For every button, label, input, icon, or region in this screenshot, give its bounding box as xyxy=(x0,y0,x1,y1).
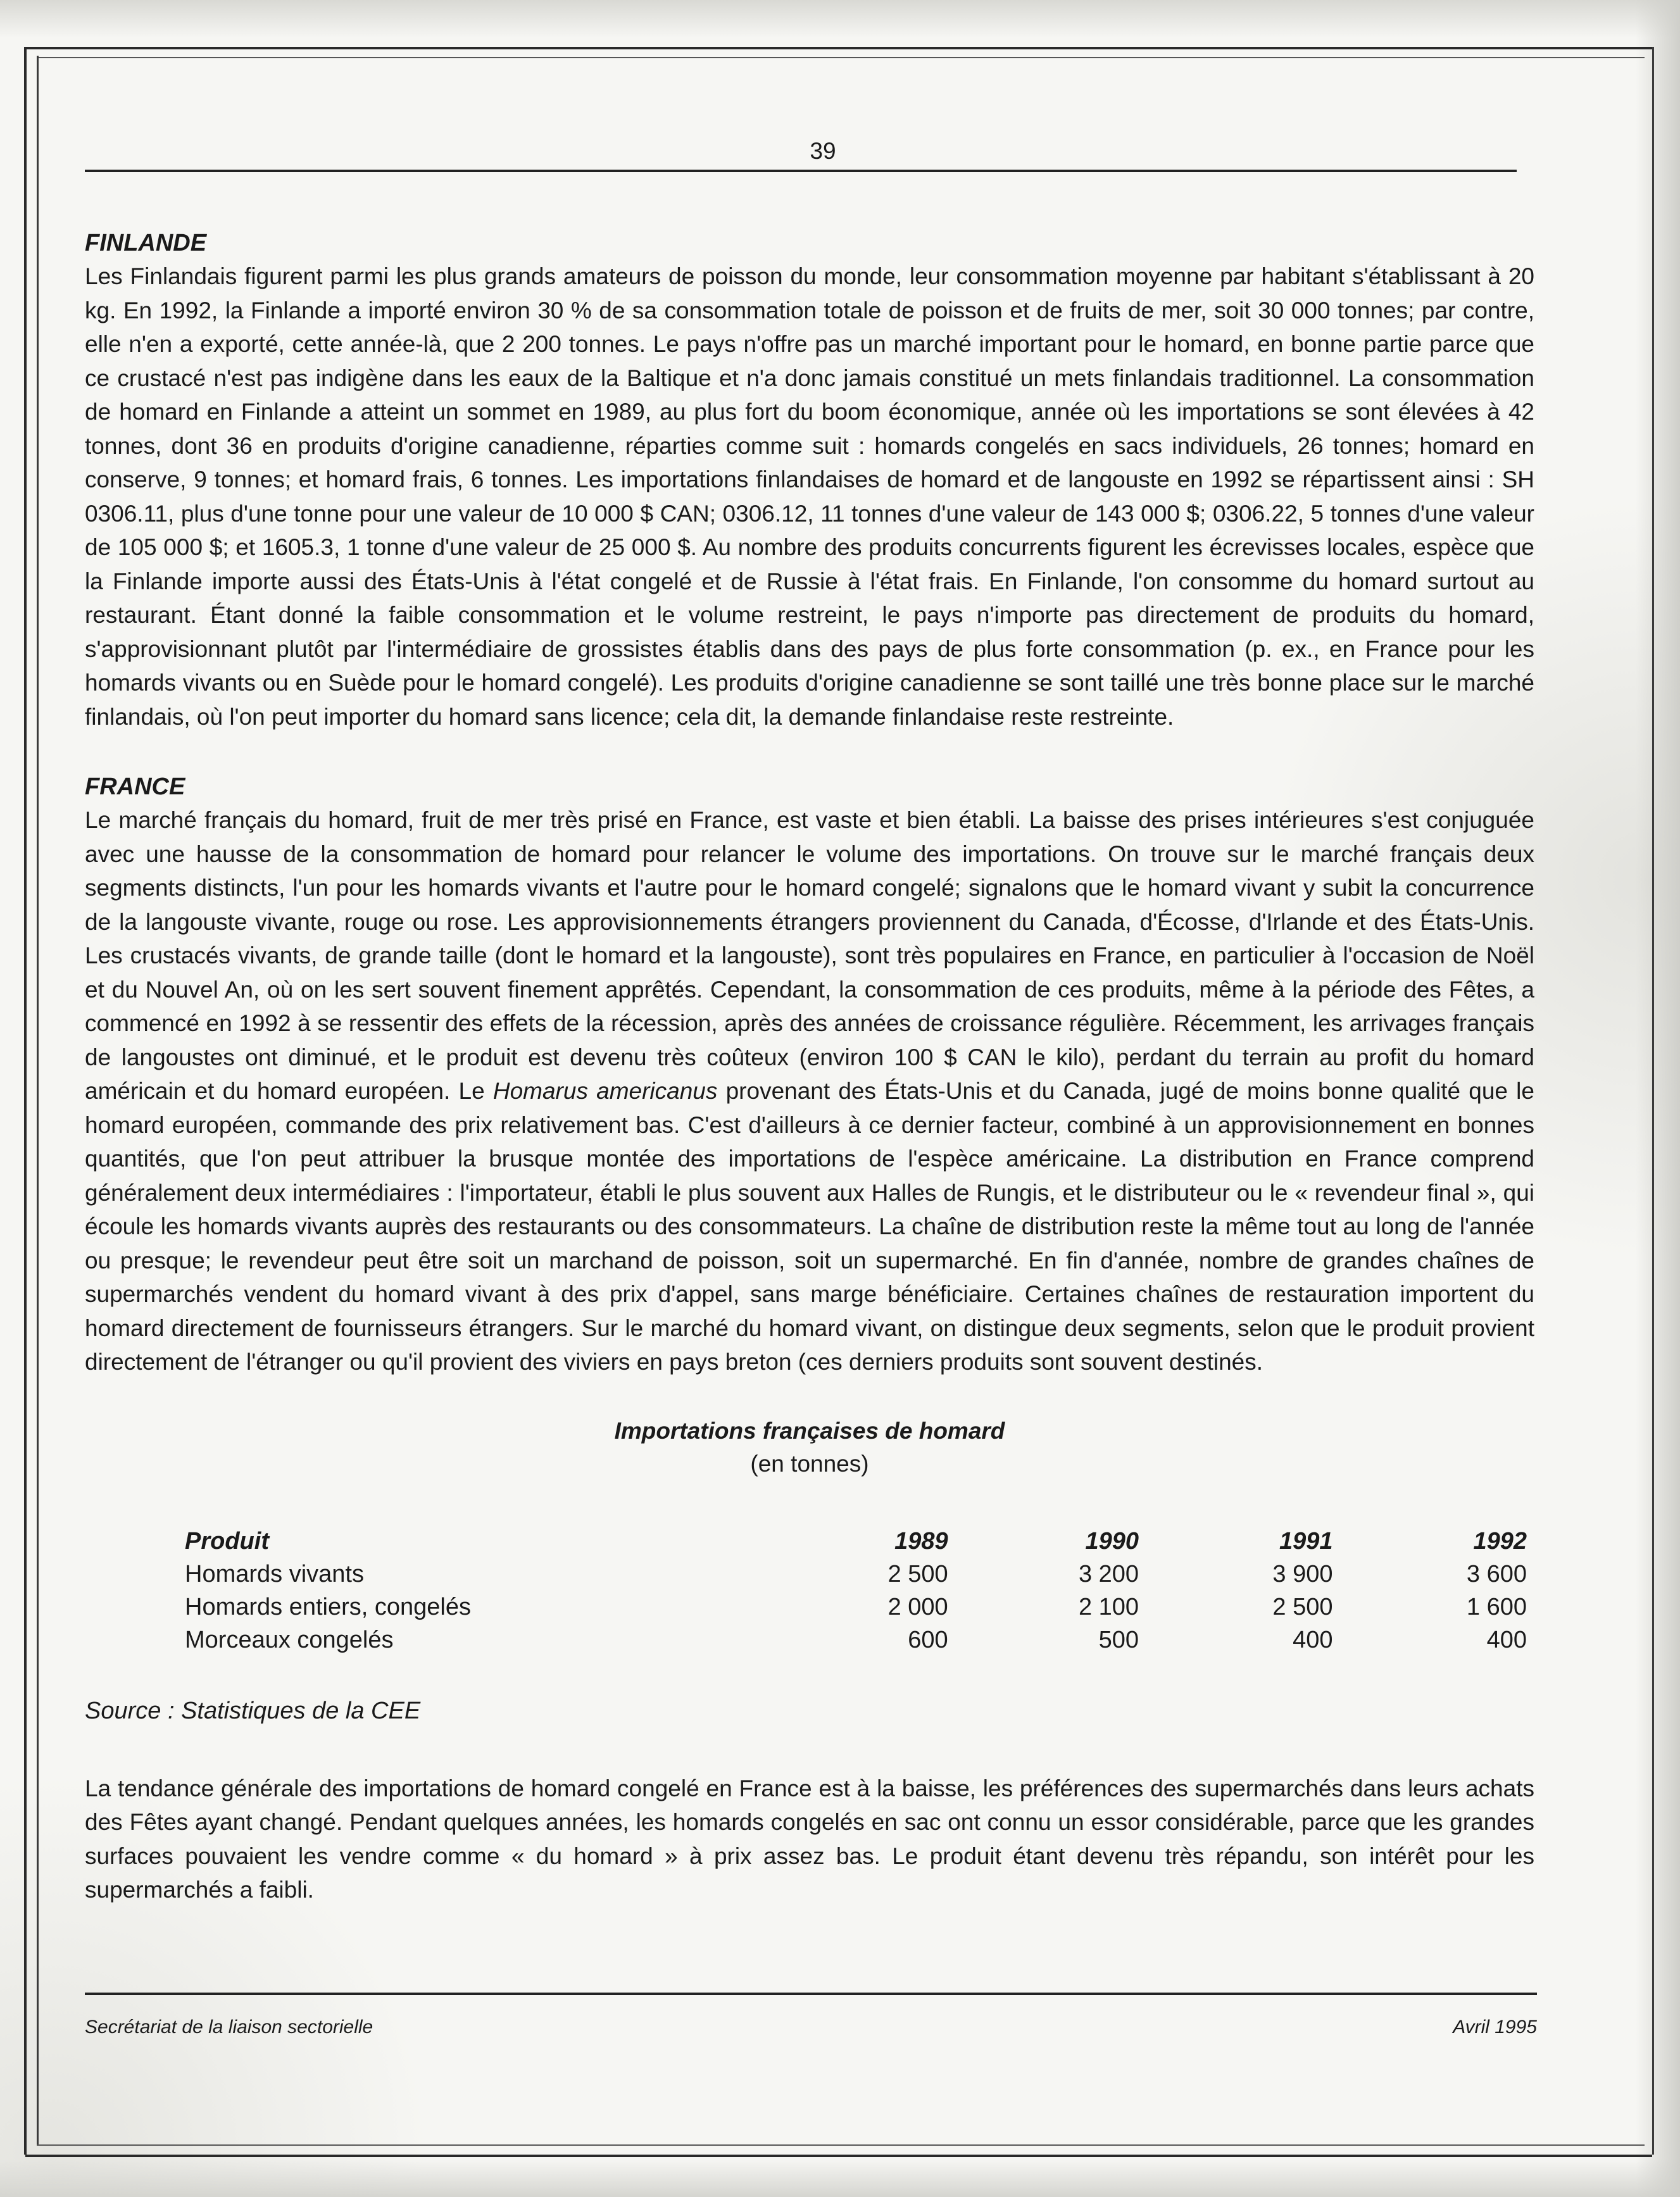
cell-1989: 600 xyxy=(908,1626,948,1653)
header-1991: 1991 xyxy=(1279,1527,1333,1555)
page-number: 39 xyxy=(810,138,836,164)
paragraph-france-part-2: provenant des États-Unis et du Canada, jugé de moins bonne qualité que le homard européen, commande des prix relativement bas. C'est d'ailleurs à ce dernier facteur, combiné à un approvisionnement en bonnes quantités, que l'on peut attribuer la brusque montée des importations de l'espèce américaine. La distribution en France comprend généralement deux intermédiaires : l'importateur, établi le plus souvent aux Halles de Rungis, et le distributeur ou le « revendeur final », qui écoule les homards vivants auprès des restaurants ou des consommateurs. La chaîne de distribution reste la même tout au long de l'année ou presque; le revendeur peut être soit un marchand de poisson, soit un supermarché. En fin d'année, nombre de grandes chaînes de supermarchés vendent du homard vivant à des prix d'appel, sans marge bénéficiaire. Certaines chaînes de restauration importent du homard directement de fournisseurs étrangers. Sur le marché du homard vivant, on distingue deux segments, selon que le produit provient directement de l'étranger ou qu'il provient des viviers en pays breton (ces derniers produits sont souvent destinés. xyxy=(85,1078,1534,1375)
footer-rule xyxy=(85,1993,1537,1995)
cell-1992: 3 600 xyxy=(1466,1560,1527,1587)
imports-table-block xyxy=(85,1415,1534,1727)
header-product: Produit xyxy=(185,1527,269,1555)
cell-product: Homards vivants xyxy=(185,1560,364,1587)
header-1989: 1989 xyxy=(894,1527,948,1555)
species-name: Homarus americanus xyxy=(492,1078,718,1104)
cell-1991: 3 900 xyxy=(1272,1560,1333,1587)
cell-1989: 2 500 xyxy=(887,1560,948,1587)
frame-bottom-line xyxy=(25,2155,1652,2157)
cell-1991: 400 xyxy=(1293,1626,1333,1653)
main-content xyxy=(85,227,1534,1907)
header-rule xyxy=(85,170,1517,172)
section-france xyxy=(85,770,1534,1379)
table-source: Source : Statistiques de la CEE xyxy=(85,1697,421,1724)
paragraph-closing: La tendance générale des importations de homard congelé en France est à la baisse, les préférences des supermarchés dans leurs achats des Fêtes ayant changé. Pendant quelques années, les homards congelés en sac ont connu un essor considérable, parce que les grandes surfaces pouvaient les vendre comme « du homard » à prix assez bas. Le produit étant devenu très répandu, son intérêt pour les supermarchés a faibli. xyxy=(85,1775,1534,1903)
table-row xyxy=(185,1624,1527,1656)
section-title-finlande: FINLANDE xyxy=(85,230,207,256)
frame-top-inner-line xyxy=(37,57,1645,58)
paragraph-france-part-1: Le marché français du homard, fruit de mer très prisé en France, est vaste et bien établi. La baisse des prises intérieures s'est conjuguée avec une hausse de la consommation de homard pour relancer le volume des importations. On trouve sur le marché français deux segments distincts, l'un pour les homards vivants et l'autre pour le homard congelé; signalons que le homard vivant y subit la concurrence de la langouste vivante, rouge ou rose. Les approvisionnements étrangers proviennent du Canada, d'Écosse, d'Irlande et des États-Unis. Les crustacés vivants, de grande taille (dont le homard et la langouste), sont très populaires en France, en particulier à l'occasion de Noël et du Nouvel An, où on les sert souvent finement apprêtés. Cependant, la consommation de ces produits, même à la période des Fêtes, a commencé en 1992 à se ressentir des effets de la récession, après des années de croissance régulière. Récemment, les arrivages français de langoustes ont diminué, et le produit est devenu très coûteux (environ 100 $ CAN le kilo), perdant du terrain au profit du homard américain et du homard européen. Le xyxy=(85,807,1534,1104)
cell-product: Morceaux congelés xyxy=(185,1626,394,1653)
frame-right-line xyxy=(1652,47,1654,2155)
table-caption xyxy=(85,1415,1534,1480)
paragraph-finlande: Les Finlandais figurent parmi les plus grands amateurs de poisson du monde, leur consommation moyenne par habitant s'établissant à 20 kg. En 1992, la Finlande a importé environ 30 % de sa consommation totale de poisson et de fruits de mer, soit 30 000 tonnes; par contre, elle n'en a exporté, cette année-là, que 2 200 tonnes. Le pays n'offre pas un marché important pour le homard, en bonne partie parce que ce crustacé n'est pas indigène dans les eaux de la Baltique et n'a donc jamais constitué un mets finlandais traditionnel. La consommation de homard en Finlande a atteint un sommet en 1989, au plus fort du boom économique, année où les importations se sont élevées à 42 tonnes, dont 36 en produits d'origine canadienne, réparties comme suit : homards congelés en sacs individuels, 26 tonnes; homard en conserve, 9 tonnes; et homard frais, 6 tonnes. Les importations finlandaises de homard et de langouste en 1992 se répartissent ainsi : SH 0306.11, plus d'une tonne pour une valeur de 10 000 $ CAN; 0306.12, 11 tonnes d'une valeur de 143 000 $; 0306.22, 5 tonnes d'une valeur de 105 000 $; et 1605.3, 1 tonne d'une valeur de 25 000 $. Au nombre des produits concurrents figurent les écrevisses locales, espèce que la Finlande importe aussi des États-Unis à l'état congelé et de Russie à l'état frais. En Finlande, l'on consomme du homard surtout au restaurant. Étant donné la faible consommation et le volume restreint, le pays n'importe pas directement de produits du homard, s'approvisionnant plutôt par l'intermédiaire de grossistes établis dans des pays de plus forte consommation (p. ex., en France pour les homards vivants ou en Suède pour le homard congelé). Les produits d'origine canadienne se sont taillé une très bonne place sur le marché finlandais, où l'on peut importer du homard sans licence; cela dit, la demande finlandaise reste restreinte. xyxy=(85,263,1534,730)
paragraph-france xyxy=(85,803,1534,1379)
cell-product: Homards entiers, congelés xyxy=(185,1593,471,1620)
table-title: Importations françaises de homard xyxy=(614,1417,1005,1444)
footer-publisher: Secrétariat de la liaison sectorielle xyxy=(85,2017,373,2037)
scan-edge-bottom xyxy=(0,2159,1680,2197)
cell-1990: 2 100 xyxy=(1078,1593,1139,1620)
section-title-france: FRANCE xyxy=(85,773,185,800)
header-1990: 1990 xyxy=(1085,1527,1139,1555)
cell-1990: 3 200 xyxy=(1078,1560,1139,1587)
cell-1989: 2 000 xyxy=(887,1593,948,1620)
frame-left-line xyxy=(24,47,30,2155)
frame-left-inner-line xyxy=(37,56,41,2144)
cell-1992: 400 xyxy=(1486,1626,1527,1653)
table-unit: (en tonnes) xyxy=(750,1450,869,1477)
table-row xyxy=(185,1591,1527,1624)
table-row xyxy=(185,1558,1527,1591)
cell-1991: 2 500 xyxy=(1272,1593,1333,1620)
scan-edge-right xyxy=(1636,0,1680,2197)
closing-section xyxy=(85,1772,1534,1907)
frame-bottom-inner-line xyxy=(37,2144,1645,2146)
section-finlande xyxy=(85,227,1534,734)
footer-date: Avril 1995 xyxy=(1453,2017,1537,2037)
frame-top-line xyxy=(25,47,1652,49)
scan-edge-top xyxy=(0,0,1680,38)
cell-1990: 500 xyxy=(1098,1626,1139,1653)
cell-1992: 1 600 xyxy=(1466,1593,1527,1620)
table-header-row xyxy=(185,1525,1527,1558)
imports-table xyxy=(185,1525,1527,1656)
header-1992: 1992 xyxy=(1473,1527,1527,1555)
